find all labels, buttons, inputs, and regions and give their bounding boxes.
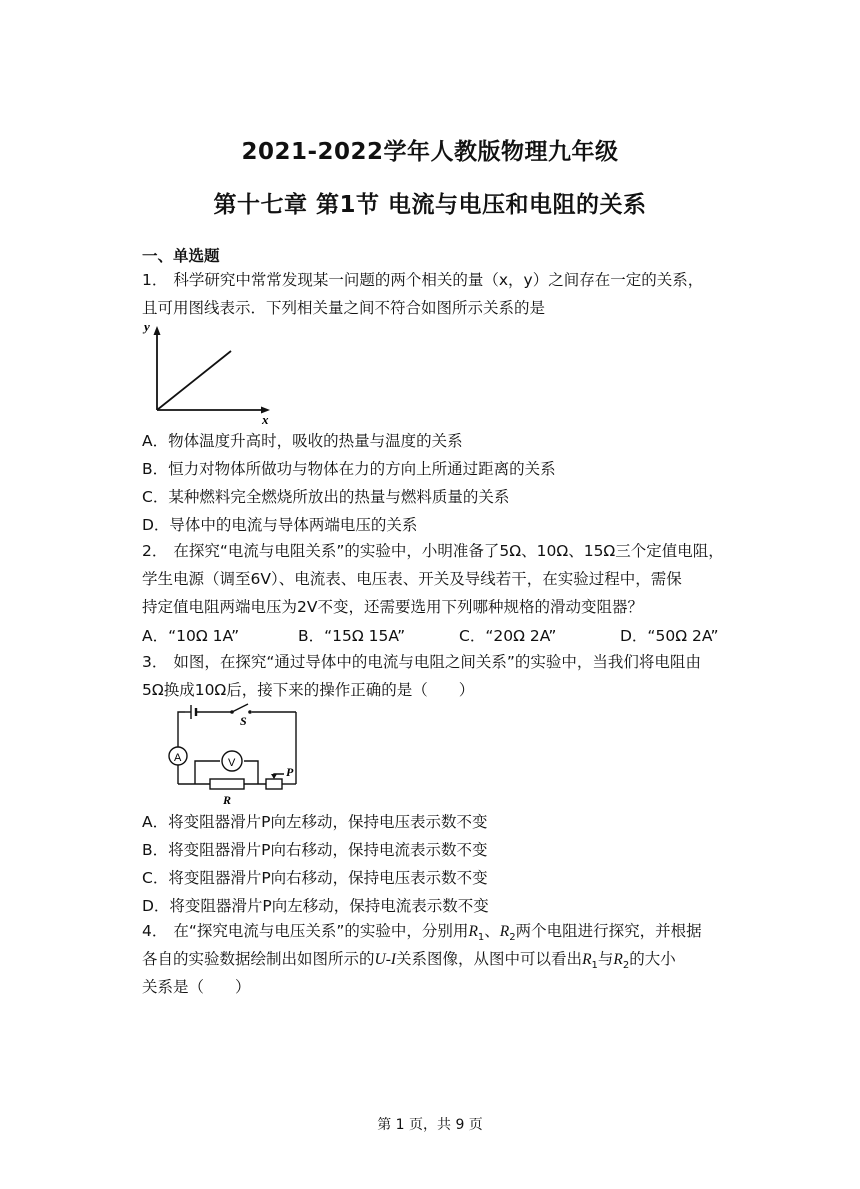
q2-option-a[interactable]: A．“10Ω 1A” — [142, 627, 240, 645]
q4-r1: R — [468, 923, 478, 940]
circuit-wire-left-top — [178, 712, 185, 750]
rheostat — [266, 779, 282, 789]
q2-line2: 学生电源（调至6V）、电流表、电压表、开关及导线若干，在实验过程中，需保 — [142, 570, 682, 588]
q3-number: 3． — [142, 653, 168, 671]
q2-text — [142, 541, 724, 561]
page-footer: 第 1 页，共 9 页 — [377, 1117, 483, 1133]
q2-line3: 持定值电阻两端电压为2V不变，还需要选用下列哪种规格的滑动变阻器？ — [142, 598, 643, 616]
q3-option-d[interactable]: D．将变阻器滑片P向左移动，保持电流表示数不变 — [142, 897, 489, 915]
q2-line1: 在探究“电流与电阻关系”的实验中，小明准备了5Ω、10Ω、15Ω三个定值电阻， — [173, 542, 724, 560]
q4-line3: 关系是（ ） — [142, 978, 251, 996]
switch-blade — [232, 704, 248, 712]
resistor-label: R — [223, 793, 232, 807]
section-label: 一、单选题 — [142, 247, 220, 265]
slider-arrow — [271, 774, 277, 779]
q1-option-d[interactable]: D．导体中的电流与导体两端电压的关系 — [142, 516, 418, 534]
ammeter-label: A — [174, 752, 182, 764]
q2-option-d[interactable]: D．“50Ω 2A” — [620, 627, 719, 645]
q1-option-b[interactable]: B．恒力对物体所做功与物体在力的方向上所通过距离的关系 — [142, 460, 556, 478]
q3-line2: 5Ω换成10Ω后，接下来的操作正确的是（ ） — [142, 681, 475, 699]
switch-pivot — [230, 710, 234, 714]
q3-option-a[interactable]: A．将变阻器滑片P向左移动，保持电压表示数不变 — [142, 813, 488, 831]
q4-number: 4． — [142, 922, 168, 940]
q4-r2: R — [499, 923, 510, 940]
resistor-R — [210, 779, 244, 789]
q1-line1: 科学研究中常常发现某一问题的两个相关的量（x，y）之间存在一定的关系， — [173, 271, 704, 289]
q3-option-b[interactable]: B．将变阻器滑片P向右移动，保持电流表示数不变 — [142, 841, 488, 859]
q1-graph-line — [157, 351, 231, 410]
q1-graph-x-label: x — [262, 412, 269, 427]
switch-label: S — [240, 714, 247, 728]
page-title: 2021-2022学年人教版物理九年级 — [241, 139, 619, 165]
q1-number: 1． — [142, 271, 168, 289]
q1-option-c[interactable]: C．某种燃料完全燃烧所放出的热量与燃料质量的关系 — [142, 488, 510, 506]
q1-line2: 且可用图线表示．下列相关量之间不符合如图所示关系的是 — [142, 299, 546, 317]
q1-text — [142, 270, 703, 290]
q4-line2: 各自的实验数据绘制出如图所示的U-I关系图像，从图中可以看出$R_1$与$R_2$的大小 — [142, 950, 676, 972]
q3-circuit-diagram — [140, 700, 305, 810]
q1-option-a[interactable]: A．物体温度升高时，吸收的热量与温度的关系 — [142, 432, 463, 450]
q2-option-c[interactable]: C．“20Ω 2A” — [459, 627, 557, 645]
q4-line1: 4． 在“探究电流与电压关系”的实验中，分别用$R_1$、$R_2$两个电阻进行探究，并根据 — [142, 922, 702, 944]
q1-graph-y-arrow — [154, 326, 161, 335]
q4-ui: U-I — [374, 951, 397, 968]
slider-label: P — [286, 765, 294, 779]
voltmeter-label: V — [228, 757, 236, 769]
q3-option-c[interactable]: C．将变阻器滑片P向右移动，保持电压表示数不变 — [142, 869, 488, 887]
q2-number: 2． — [142, 542, 168, 560]
q1-graph — [140, 318, 280, 428]
q2-option-b[interactable]: B．“15Ω 15A” — [298, 627, 406, 645]
page-subtitle: 第十七章 第1节 电流与电压和电阻的关系 — [213, 192, 647, 218]
switch-contact — [248, 710, 252, 714]
q3-line1: 如图，在探究“通过导体中的电流与电阻之间关系”的实验中，当我们将电阻由 — [173, 653, 701, 671]
q1-graph-y-label: y — [144, 319, 150, 334]
q3-text — [142, 652, 701, 672]
